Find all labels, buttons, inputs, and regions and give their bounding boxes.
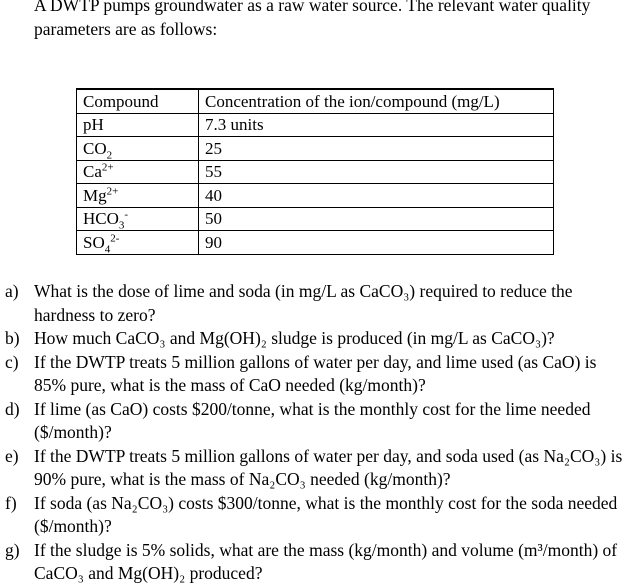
question-a [0,280,634,327]
compound-cell [77,137,199,161]
question-label: a) [5,281,19,301]
compound-base: HCO [83,209,119,229]
question-text: What is the dose of lime and soda (in mg/L as CaCO₃) required to reduce the hardness to zero? [34,281,573,325]
table-row [77,160,554,184]
question-text: If the DWTP treats 5 million gallons of water per day, and soda used (as Na₂CO₃) is 90% pure, what is the mass of Na₂CO₃ needed (kg/month)? [34,445,623,489]
question-text: If soda (as Na₂CO₃) costs $300/tonne, what is the monthly cost for the soda needed ($/month)? [34,492,618,536]
compound-subscript: 4 [104,243,111,256]
compound-base: Mg [83,185,107,205]
compound-superscript: - [124,208,129,221]
question-label: b) [5,328,20,348]
table-row [77,184,554,208]
question-label: f) [5,492,17,513]
compound-cell [77,184,199,208]
question-g [0,539,634,586]
compound-cell [77,113,199,137]
concentration-cell: 50 [199,207,554,231]
compound-superscript: 2+ [101,161,114,174]
water-quality-table [76,88,554,255]
concentration-cell: 40 [199,184,554,208]
compound-subscript: 2 [106,149,113,162]
question-f [0,492,634,539]
table-header-row [77,89,554,113]
compound-ph: pH [83,115,104,135]
compound-superscript: 2+ [106,185,119,198]
compound-cell [77,160,199,184]
question-label: g) [5,539,20,560]
compound-base: CO [83,138,107,158]
question-text: If the DWTP treats 5 million gallons of water per day, and lime used (as CaO) is 85% pure, what is the mass of CaO needed (kg/month)? [34,351,597,395]
compound-superscript: 2- [110,232,120,245]
question-label: e) [5,445,19,466]
table-row [77,231,554,255]
question-e [0,445,634,492]
question-d [0,398,634,445]
compound-base: Ca [83,162,102,182]
question-list [0,280,634,586]
compound-base: SO [83,232,105,252]
table-row [77,113,554,137]
compound-cell [77,231,199,255]
concentration-cell: 25 [199,137,554,161]
column-header-concentration: Concentration of the ion/compound (mg/L) [199,89,554,113]
question-label: c) [5,351,19,372]
question-text: How much CaCO₃ and Mg(OH)₂ sludge is produced (in mg/L as CaCO₃)? [34,328,555,348]
table-row [77,137,554,161]
concentration-cell: 55 [199,160,554,184]
question-b [0,327,634,351]
question-label: d) [5,398,20,419]
concentration-cell: 90 [199,231,554,255]
compound-subscript: 3 [118,219,125,232]
compound-cell [77,207,199,231]
concentration-cell: 7.3 units [199,113,554,137]
intro-paragraph: A DWTP pumps groundwater as a raw water source. The relevant water quality parameters are as follows: [34,0,591,39]
column-header-compound: Compound [77,89,199,113]
question-c [0,351,634,398]
question-text: If lime (as CaO) costs $200/tonne, what is the monthly cost for the lime needed ($/month)? [34,398,591,442]
question-text: If the sludge is 5% solids, what are the mass (kg/month) and volume (m³/month) of CaCO₃ and Mg(OH)₂ produced? [34,539,618,583]
table-row [77,207,554,231]
